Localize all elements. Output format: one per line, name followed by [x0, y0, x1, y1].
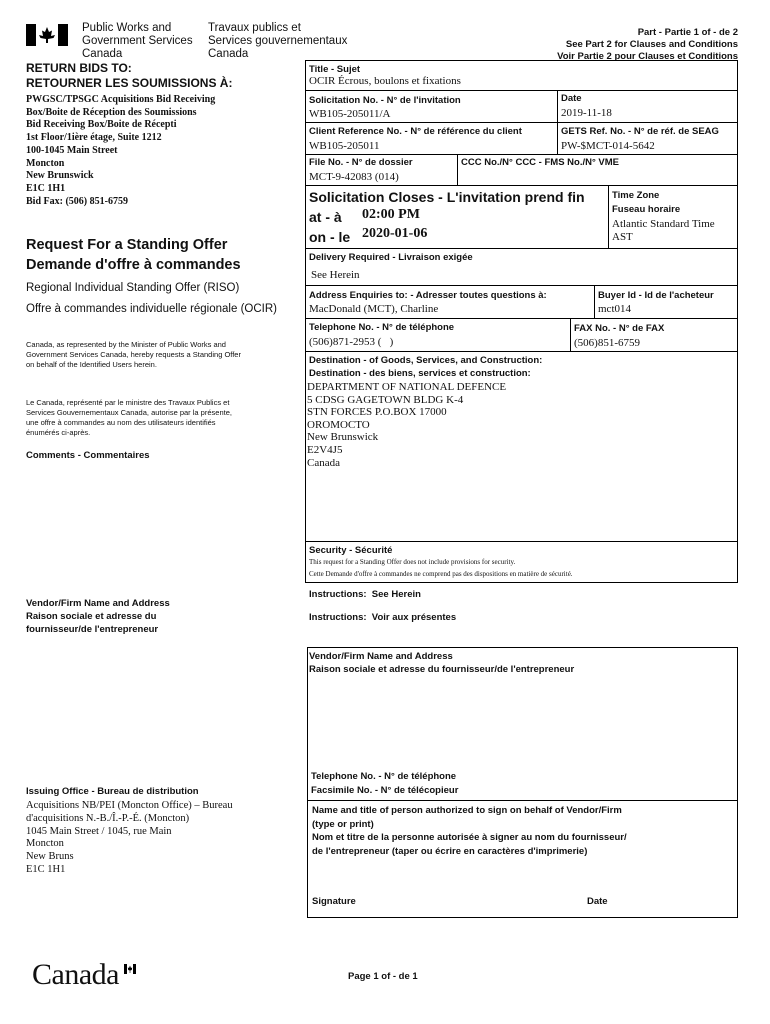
vendor-box-label-fr: Raison sociale et adresse du fournisseur/de l'entrepreneur: [309, 664, 575, 675]
closes-at-label: at - à: [309, 209, 342, 225]
delivery-label: Delivery Required - Livraison exigée: [309, 252, 473, 263]
gets-ref-label: GETS Ref. No. - N° de réf. de SEAG: [561, 126, 719, 137]
time-zone-label-fr: Fuseau horaire: [612, 204, 681, 215]
issuing-office-address: Acquisitions NB/PEI (Moncton Office) – Bureau d'acquisitions N.-B./Î.-P.-É. (Moncton) 1045 Main Street / 1045, rue Main Moncton New Bruns E1C 1H1: [26, 800, 233, 875]
comments-label: Comments - Commentaires: [26, 450, 150, 461]
closes-date-value: 2020-01-06: [362, 226, 428, 241]
destination-label-fr: Destination - des biens, services et construction:: [309, 368, 531, 379]
title-label: Title - Sujet: [309, 64, 361, 75]
return-bids-heading-fr: RETOURNER LES SOUMISSIONS À:: [26, 76, 233, 90]
closes-on-label: on - le: [309, 229, 351, 245]
enquiries-label: Address Enquiries to: - Adresser toutes questions à:: [309, 290, 547, 301]
date-value: 2019-11-18: [561, 107, 612, 119]
return-bids-heading-en: RETURN BIDS TO:: [26, 61, 132, 75]
instructions-fr: Instructions: Voir aux présentes: [309, 612, 457, 623]
buyer-id-value: mct014: [598, 303, 631, 315]
file-no-label: File No. - N° de dossier: [309, 157, 413, 168]
request-title-en: Request For a Standing Offer: [26, 237, 228, 253]
authorized-signer-label: Name and title of person authorized to sign on behalf of Vendor/Firm (type or print) Nom et titre de la personne autorisée à signer au nom du fournisseur/ de l'entrepreneur (taper ou écrire en caractères d'imprimerie): [312, 805, 627, 857]
ccc-no-label: CCC No./N° CCC - FMS No./N° VME: [461, 157, 620, 168]
closes-time-value: 02:00 PM: [362, 207, 420, 222]
issuing-office-label: Issuing Office - Bureau de distribution: [26, 786, 199, 797]
vendor-firm-label-left: Vendor/Firm Name and Address Raison sociale et adresse du fournisseur/de l'entrepreneur: [26, 598, 170, 635]
riso-label: Regional Individual Standing Offer (RISO): [26, 282, 240, 294]
instructions-en: Instructions: See Herein: [309, 589, 421, 600]
fax-label: FAX No. - N° de FAX: [574, 323, 665, 334]
security-label: Security - Sécurité: [309, 545, 393, 556]
vendor-fax-label: Facsimile No. - N° de télécopieur: [311, 785, 459, 796]
file-no-value: MCT-9-42083 (014): [309, 171, 399, 183]
solicitation-no-value: WB105-205011/A: [309, 108, 391, 120]
security-text-en: This request for a Standing Offer does not include provisions for security.: [309, 558, 516, 566]
vendor-box-label-en: Vendor/Firm Name and Address: [309, 651, 453, 662]
vendor-firm-box[interactable]: [307, 647, 738, 918]
part-indicator: Part - Partie 1 of - de 2: [637, 27, 738, 38]
bid-receiving-address: PWGSC/TPSGC Acquisitions Bid Receiving Box/Boite de Réception des Soumissions Bid Receiving Box/Boite de Récepti 1st Floor/1ière étage, Suite 1212 100-1045 Main Street Moncton New Brunswick E1C 1H1 Bid Fax: (506) 851-6759: [26, 94, 216, 207]
department-name-en: Public Works and Government Services Canada: [82, 22, 193, 60]
canada-wordmark-text: Canada: [32, 958, 119, 991]
client-ref-value: WB105-205011: [309, 140, 380, 152]
solicitation-no-label: Solicitation No. - N° de l'invitation: [309, 95, 461, 106]
ocir-label: Offre à commandes individuelle régionale (OCIR): [26, 303, 277, 315]
security-text-fr: Cette Demande d'offre à commandes ne comprend pas des dispositions en matière de sécurité.: [309, 570, 573, 578]
client-ref-label: Client Reference No. - N° de référence du client: [309, 126, 522, 137]
telephone-value: (506)871-2953 ( ): [309, 336, 394, 348]
see-part-fr: Voir Partie 2 pour Clauses et Conditions: [557, 51, 738, 60]
date-label: Date: [561, 93, 582, 104]
canada-request-fr: Le Canada, représenté par le ministre des Travaux Publics et Services Gouvernementaux Canada, autorise par la présente, une offre à commandes au nom des utilisateurs identifiés énumérés ci-après.: [26, 398, 232, 437]
enquiries-value: MacDonald (MCT), Charline: [309, 303, 439, 315]
time-zone-value: Atlantic Standard Time AST: [612, 218, 715, 243]
signature-label: Signature: [312, 896, 356, 907]
canada-request-en: Canada, as represented by the Minister of Public Works and Government Services Canada, hereby requests a Standing Offer on behalf of the Identified Users herein.: [26, 340, 241, 369]
time-zone-label-en: Time Zone: [612, 190, 660, 201]
destination-label-en: Destination - of Goods, Services, and Construction:: [309, 355, 543, 366]
page-number: Page 1 of - de 1: [348, 971, 418, 982]
delivery-value: See Herein: [311, 269, 360, 281]
signature-date-label: Date: [587, 896, 608, 907]
fax-value: (506)851-6759: [574, 337, 640, 349]
canada-flag-icon: [26, 24, 68, 46]
gets-ref-value: PW-$MCT-014-5642: [561, 140, 655, 152]
title-value: OCIR Écrous, boulons et fixations: [309, 75, 461, 87]
buyer-id-label: Buyer Id - Id de l'acheteur: [598, 290, 714, 301]
destination-address: DEPARTMENT OF NATIONAL DEFENCE 5 CDSG GAGETOWN BLDG K-4 STN FORCES P.O.BOX 17000 OROMOCTO New Brunswick E2V4J5 Canada: [307, 381, 507, 469]
department-name-fr: Travaux publics et Services gouvernementaux Canada: [208, 22, 348, 60]
vendor-telephone-label: Telephone No. - N° de téléphone: [311, 771, 457, 782]
canada-wordmark-logo: [32, 958, 119, 992]
see-part-en: See Part 2 for Clauses and Conditions: [565, 39, 738, 50]
wordmark-flag-icon: [124, 964, 136, 974]
solicitation-closes-label: Solicitation Closes - L'invitation prend fin: [309, 189, 585, 205]
request-title-fr: Demande d'offre à commandes: [26, 257, 241, 273]
telephone-label: Telephone No. - N° de téléphone: [309, 322, 455, 333]
